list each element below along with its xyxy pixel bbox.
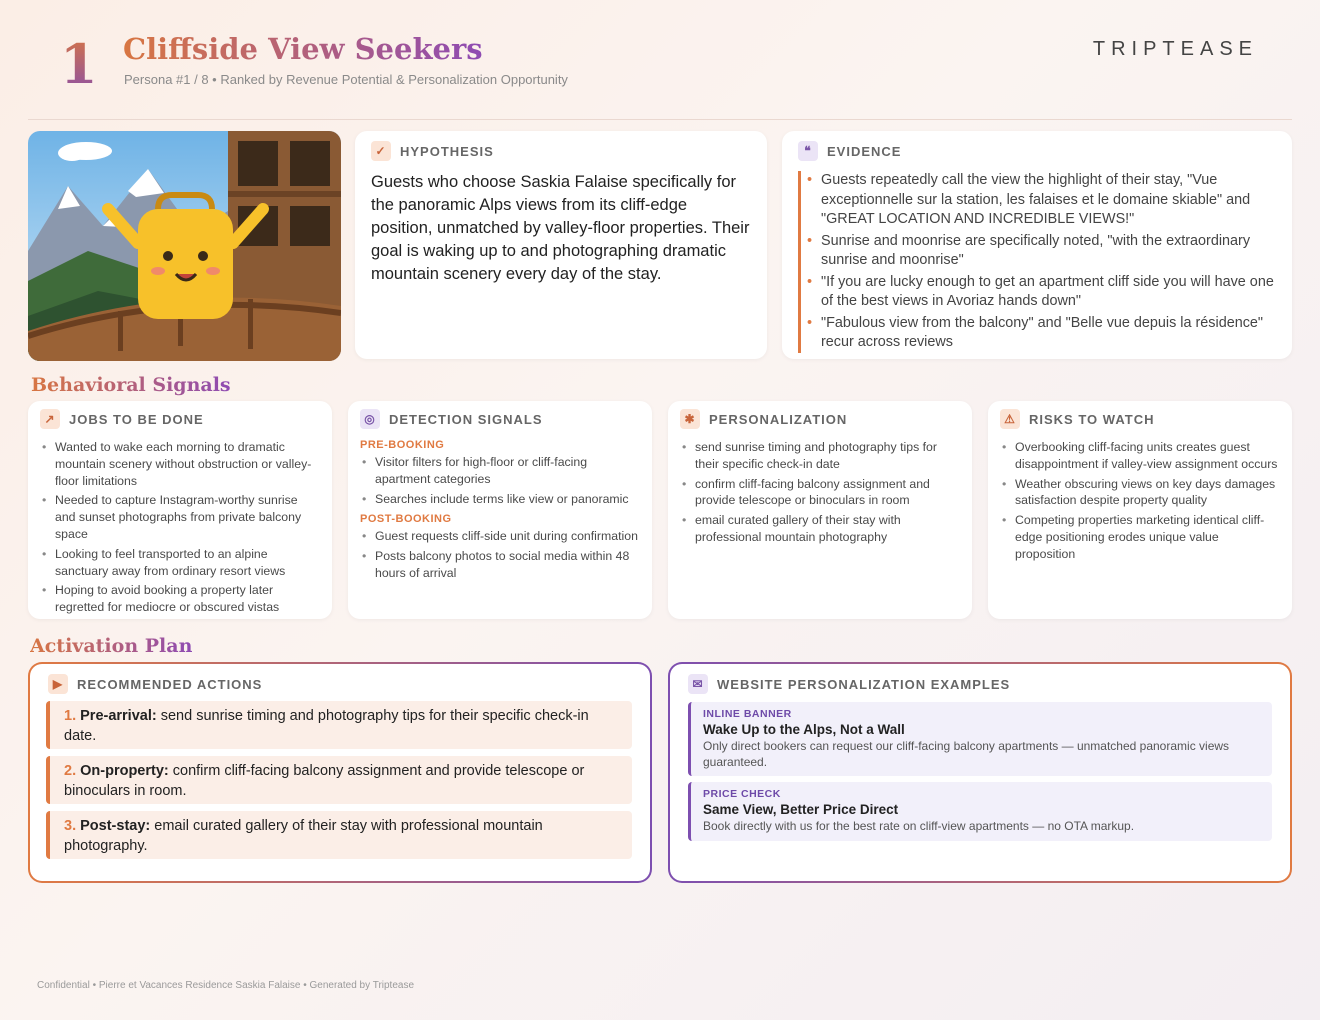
jobs-label: JOBS TO BE DONE (69, 411, 204, 427)
examples-header (688, 674, 1010, 694)
page-header (28, 28, 1292, 120)
list-item: • Hoping to avoid booking a property later regretted for mediocre or obscured vistas (40, 582, 320, 616)
page-subtitle: Persona #1 / 8 • Ranked by Revenue Potential & Personalization Opportunity (124, 72, 568, 87)
actions-label: RECOMMENDED ACTIONS (77, 676, 263, 692)
post-booking-list (360, 528, 640, 581)
pre-booking-list (360, 454, 640, 507)
example-label: PRICE CHECK (703, 788, 781, 800)
page-title: Cliffside View Seekers (123, 32, 483, 66)
risks-label: RISKS TO WATCH (1029, 411, 1155, 427)
behavioral-signals-title: Behavioral Signals (31, 374, 231, 396)
action-key: On-property: (80, 763, 169, 779)
evidence-item: • Guests repeatedly call the view the highlight of their stay, "Vue exceptionnelle sur la station, les falaises et le domaine skiable" and "GREAT LOCATION AND INCREDIBLE VIEWS!" (821, 171, 1276, 230)
action-item (46, 756, 632, 804)
example-body: Book directly with us for the best rate on cliff-view apartments — no OTA markup. (703, 819, 1135, 833)
website-personalization-panel (668, 662, 1292, 883)
pre-booking-label: PRE-BOOKING (360, 439, 445, 451)
list-item: • Guest requests cliff-side unit during confirmation (360, 528, 640, 545)
list-item: • email curated gallery of their stay with professional mountain photography (680, 512, 960, 546)
hypothesis-label: HYPOTHESIS (400, 143, 494, 159)
action-key: Pre-arrival: (80, 708, 157, 724)
quote-icon: ❝ (798, 141, 818, 161)
personalization-label: PERSONALIZATION (709, 411, 848, 427)
evidence-item: • "Fabulous view from the balcony" and "Belle vue depuis la résidence" recur across reviews (821, 314, 1276, 353)
arrow-up-right-icon: ↗ (40, 409, 60, 429)
action-number: 3. (64, 818, 77, 834)
evidence-item: • "If you are lucky enough to get an apartment cliff side you will have one of the best views in Avoriaz hands down" (821, 273, 1276, 312)
list-item: • confirm cliff-facing balcony assignment and provide telescope or binoculars in room (680, 476, 960, 510)
example-headline: Same View, Better Price Direct (703, 802, 899, 817)
page-footer: Confidential • Pierre et Vacances Residence Saskia Falaise • Generated by Triptease (37, 980, 415, 991)
example-inline-banner (688, 702, 1272, 776)
detection-card (348, 401, 652, 619)
personalization-list (680, 439, 960, 546)
action-item (46, 811, 632, 859)
action-number: 2. (64, 763, 77, 779)
brand-logo: TRIPTEASE (1092, 38, 1258, 60)
example-headline: Wake Up to the Alps, Not a Wall (703, 722, 905, 737)
example-price-check (688, 782, 1272, 841)
risks-list (1000, 439, 1280, 563)
target-icon: ◎ (360, 409, 380, 429)
personalization-header (680, 409, 960, 429)
jobs-card (28, 401, 332, 619)
detection-label: DETECTION SIGNALS (389, 411, 543, 427)
action-text: send sunrise timing and photography tips for their specific check-in date. (64, 708, 589, 744)
post-booking-label: POST-BOOKING (360, 513, 452, 526)
action-item (46, 701, 632, 749)
personalization-card (668, 401, 972, 619)
examples-label: WEBSITE PERSONALIZATION EXAMPLES (717, 676, 1011, 692)
list-item: • Overbooking cliff-facing units creates guest disappointment if valley-view assignment occurs (1000, 439, 1280, 473)
evidence-list (798, 171, 1276, 353)
mountain-mascot-illustration (28, 131, 341, 361)
list-item: • Posts balcony photos to social media within 48 hours of arrival (360, 548, 640, 582)
action-key: Post-stay: (80, 818, 151, 834)
activation-plan-title: Activation Plan (30, 635, 193, 657)
list-item: • Looking to feel transported to an alpine sanctuary away from ordinary resort views (40, 546, 320, 580)
risks-header (1000, 409, 1280, 429)
actions-header (48, 674, 262, 694)
list-item: • Searches include terms like view or panoramic (360, 491, 640, 508)
evidence-label: EVIDENCE (827, 143, 902, 159)
evidence-item: • Sunrise and moonrise are specifically noted, "with the extraordinary sunrise and moonrise" (821, 232, 1276, 271)
hypothesis-header (371, 141, 751, 161)
sparkle-icon: ✱ (680, 409, 700, 429)
list-item: • Visitor filters for high-floor or cliff-facing apartment categories (360, 454, 640, 488)
evidence-header (798, 141, 1276, 161)
list-item: • Competing properties marketing identical cliff-edge positioning erodes unique value proposition (1000, 512, 1280, 562)
warning-icon: ⚠ (1000, 409, 1020, 429)
action-text: confirm cliff-facing balcony assignment and provide telescope or binoculars in room. (64, 763, 585, 799)
check-icon: ✓ (371, 141, 391, 161)
envelope-icon: ✉ (688, 674, 708, 694)
persona-number: 1 (60, 32, 98, 96)
jobs-header (40, 409, 320, 429)
list-item: • Needed to capture Instagram-worthy sunrise and sunset photographs from private balcony space (40, 492, 320, 542)
example-body: Only direct bookers can request our cliff-facing balcony apartments — unmatched panoramic views guaranteed. (703, 739, 1230, 769)
action-number: 1. (64, 708, 77, 724)
list-item: • Weather obscuring views on key days damages satisfaction despite property quality (1000, 476, 1280, 510)
list-item: • send sunrise timing and photography tips for their specific check-in date (680, 439, 960, 473)
evidence-card (782, 131, 1292, 359)
hypothesis-text: Guests who choose Saskia Falaise specifically for the panoramic Alps views from its cliff-edge position, unmatched by valley-floor properties. Their goal is waking up to and photographing dramatic mountain scenery every day of the stay. (371, 173, 750, 283)
list-item: • Wanted to wake each morning to dramatic mountain scenery without obstruction or valley-floor limitations (40, 439, 320, 489)
detection-header (360, 409, 640, 429)
risks-card (988, 401, 1292, 619)
action-text: email curated gallery of their stay with professional mountain photography. (64, 818, 543, 854)
example-label: INLINE BANNER (703, 708, 792, 720)
jobs-list (40, 439, 320, 616)
hero-illustration (28, 131, 341, 361)
recommended-actions-panel (28, 662, 652, 883)
hypothesis-card (355, 131, 767, 359)
play-icon: ▶ (48, 674, 68, 694)
